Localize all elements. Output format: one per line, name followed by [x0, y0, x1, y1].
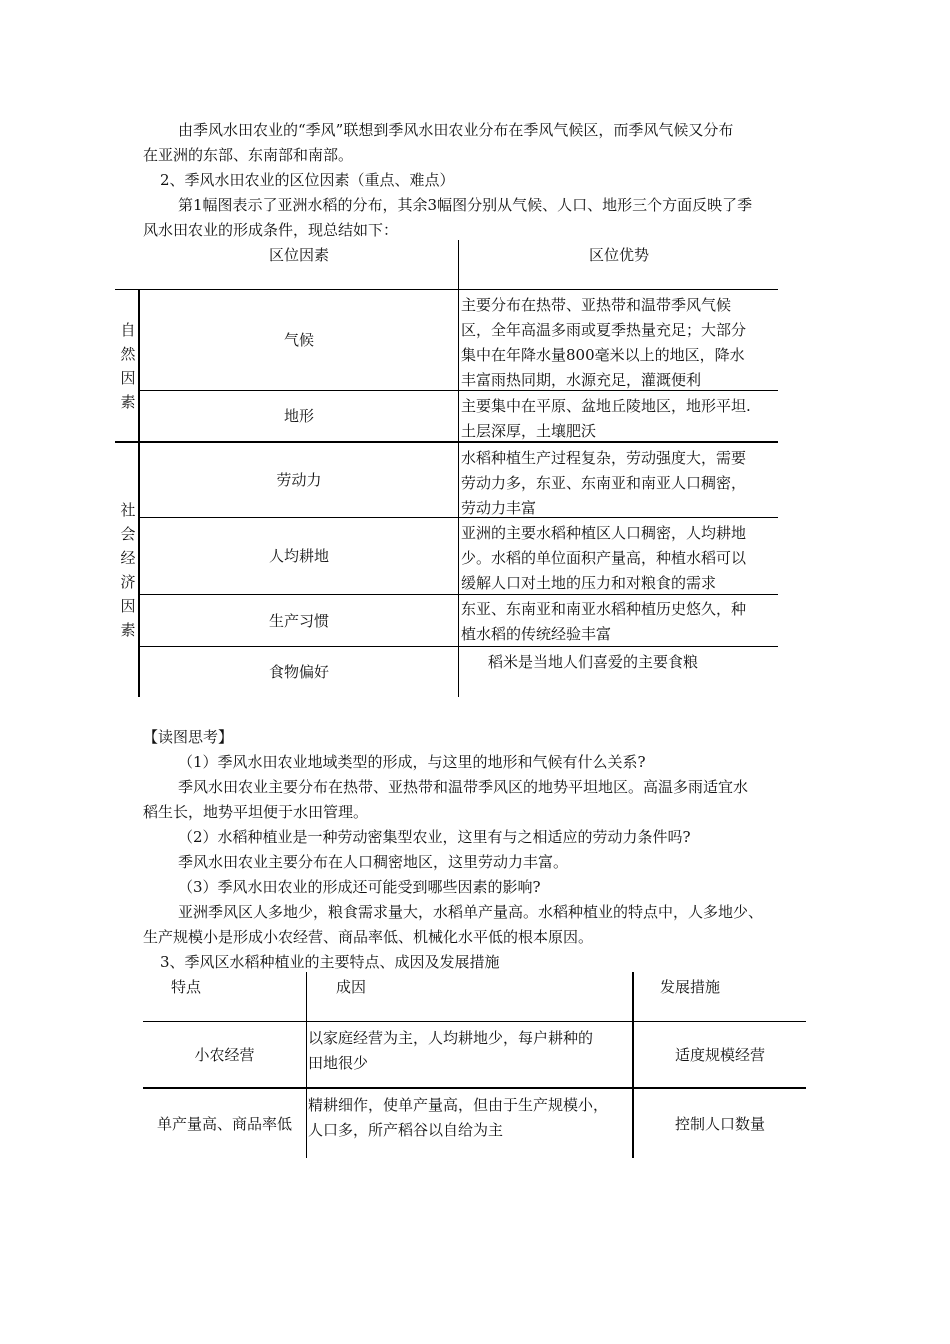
factor-labor: 劳动力 — [276, 471, 322, 489]
header-measure: 发展措施 — [660, 978, 721, 996]
advantage-terrain: 主要集中在平原、盆地丘陵地区，地形平坦. 土层深厚，土壤肥沃 — [461, 397, 751, 440]
advantage-arable-land: 亚洲的主要水稻种植区人口稠密，人均耕地 少。水稻的单位面积产量高，种植水稻可以 缓解人口对土地的压力和对粮食的需求 — [461, 524, 747, 592]
intro-line-2: 在亚洲的东部、东南部和南部。 — [143, 146, 354, 164]
think-answer-1-line-2: 稻生长，地势平坦便于水田管理。 — [143, 803, 369, 821]
think-answer-3-line-2: 生产规模小是形成小农经营、商品率低、机械化水平低的根本原因。 — [143, 928, 594, 946]
think-question-1: （1）季风水田农业地域类型的形成，与这里的地形和气候有什么关系? — [178, 753, 646, 771]
factor-food-preference: 食物偏好 — [268, 663, 329, 681]
header-feature: 特点 — [171, 978, 202, 996]
rule — [458, 240, 459, 697]
section2-para-line-2: 风水田农业的形成条件，现总结如下： — [143, 221, 399, 239]
cause-high-yield: 精耕细作，使单产量高，但由于生产规模小， 人口多，所产稻谷以自给为主 — [308, 1096, 609, 1139]
think-question-3: （3）季风水田农业的形成还可能受到哪些因素的影响? — [178, 878, 541, 896]
header-factor: 区位因素 — [268, 246, 329, 264]
think-question-2: （2）水稻种植业是一种劳动密集型农业，这里有与之相适应的劳动力条件吗? — [178, 828, 691, 846]
header-advantage: 区位优势 — [588, 246, 649, 264]
intro-line-1: 由季风水田农业的“季风”联想到季风水田农业分布在季风气候区，而季风气候又分布 — [178, 121, 734, 139]
factor-production-habit: 生产习惯 — [268, 611, 329, 630]
feature-high-yield: 单产量高、商品率低 — [156, 1114, 292, 1133]
measure-high-yield: 控制人口数量 — [674, 1114, 765, 1133]
think-answer-3-line-1: 亚洲季风区人多地少，粮食需求量大，水稻单产量高。水稻种植业的特点中，人多地少、 — [178, 903, 764, 921]
header-cause: 成因 — [336, 978, 367, 996]
section3-heading: 3、季风区水稻种植业的主要特点、成因及发展措施 — [160, 953, 500, 971]
cause-small-scale: 以家庭经营为主，人均耕地少，每户耕种的 田地很少 — [308, 1029, 594, 1072]
feature-small-scale: 小农经营 — [194, 1045, 255, 1064]
rule — [306, 972, 307, 1158]
measure-small-scale: 适度规模经营 — [674, 1045, 765, 1064]
group-social-economic: 社 会 经 济 因 素 — [120, 501, 136, 639]
group-natural: 自 然 因 素 — [120, 321, 136, 411]
think-answer-1-line-1: 季风水田农业主要分布在热带、亚热带和温带季风区的地势平坦地区。高温多雨适宜水 — [178, 778, 749, 796]
think-answer-2: 季风水田农业主要分布在人口稠密地区，这里劳动力丰富。 — [178, 853, 569, 871]
advantage-food-preference: 稻米是当地人们喜爱的主要食粮 — [488, 653, 699, 671]
advantage-climate: 主要分布在热带、亚热带和温带季风气候 区，全年高温多雨或夏季热量充足；大部分 集中在年降水量800毫米以上的地区，降水 丰富雨热同期，水源充足，灌溉便利 — [461, 296, 747, 389]
factor-climate: 气候 — [283, 331, 314, 349]
factor-terrain: 地形 — [283, 407, 314, 425]
section2-para-line-1: 第1幅图表示了亚洲水稻的分布，其余3幅图分别从气候、人口、地形三个方面反映了季 — [178, 196, 753, 214]
factor-arable-land: 人均耕地 — [268, 547, 329, 565]
advantage-labor: 水稻种植生产过程复杂，劳动强度大，需要 劳动力多，东亚、东南亚和南亚人口稠密， 劳动力丰富 — [461, 449, 747, 517]
advantage-production-habit: 东亚、东南亚和南亚水稻种植历史悠久，种 植水稻的传统经验丰富 — [461, 600, 747, 643]
section2-heading: 2、季风水田农业的区位因素（重点、难点） — [160, 171, 455, 189]
think-title: 【读图思考】 — [143, 728, 234, 746]
